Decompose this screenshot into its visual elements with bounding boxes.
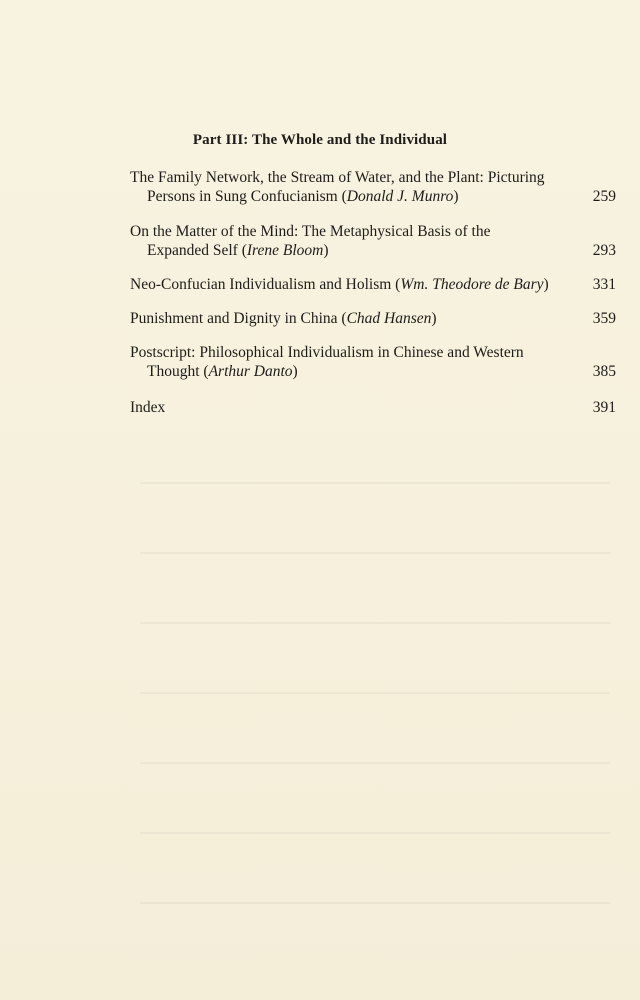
entry-title-line: Postscript: Philosophical Individualism in Chinese and Western [130,344,524,361]
part-heading: Part III: The Whole and the Individual [192,132,448,148]
entry-title-line: Punishment and Dignity in China (Chad Hansen) [130,310,437,327]
entry-author: Arthur Danto [208,363,293,380]
entry-page-number: 359 [592,310,616,327]
entry-page-number: 331 [592,276,616,293]
entry-page-number: 293 [592,242,616,259]
entry-title-line: Thought (Arthur Danto) [147,363,298,380]
entry-title-line: The Family Network, the Stream of Water, and the Plant: Picturing [130,169,545,186]
toc-entry [130,343,616,381]
toc-entry [130,275,616,294]
entry-title-line: Neo-Confucian Individualism and Holism (Wm. Theodore de Bary) [130,276,549,293]
entry-author: Wm. Theodore de Bary [400,276,544,293]
toc-entry [130,168,616,206]
toc-entry-index [130,398,616,417]
entry-author: Chad Hansen [346,310,432,327]
entry-page-number: 385 [592,363,616,380]
bleed-through-texture [140,430,610,950]
entry-author: Donald J. Munro [346,188,454,205]
entry-title-line: Index [130,399,166,416]
entry-page-number: 391 [592,399,616,416]
toc-entry [130,222,616,260]
table-of-contents [130,168,616,417]
entry-title-line: Expanded Self (Irene Bloom) [147,242,329,259]
entry-page-number: 259 [592,188,616,205]
entry-title-line: Persons in Sung Confucianism (Donald J. Munro) [147,188,459,205]
entry-author: Irene Bloom [246,242,324,259]
toc-entry [130,309,616,328]
entry-title-line: On the Matter of the Mind: The Metaphysical Basis of the [130,223,491,240]
